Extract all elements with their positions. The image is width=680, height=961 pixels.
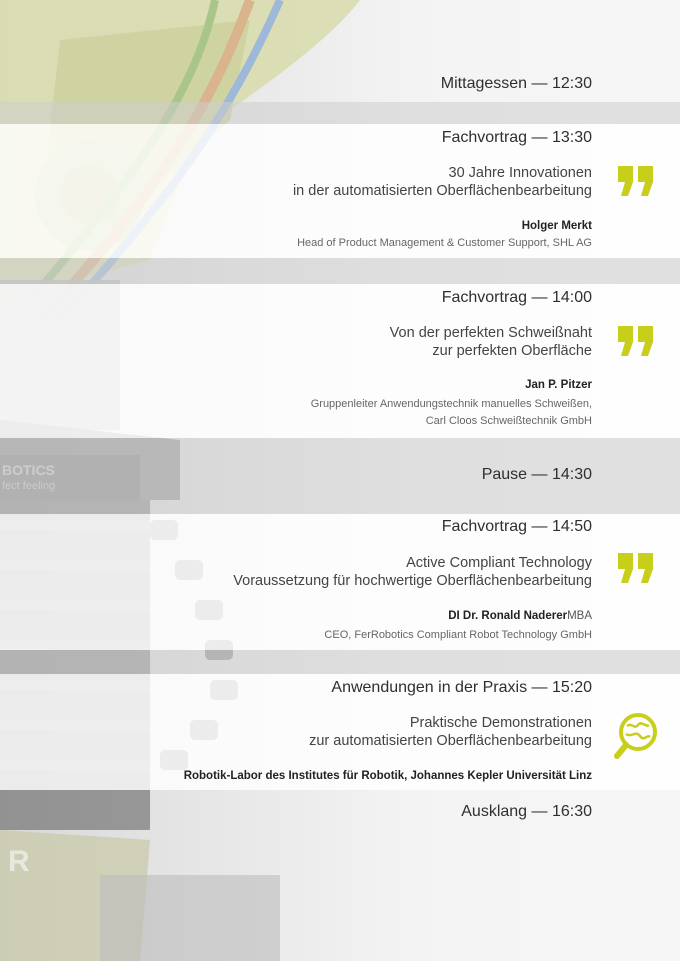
talk1-time: Fachvortrag — 13:30 [441,129,592,146]
practice-title-line2: zur automatisierten Oberflächenbearbeitung [309,733,592,749]
quote-icon [618,553,654,583]
talk3-time: Fachvortrag — 14:50 [441,518,592,535]
practice-title [309,714,592,750]
talk3-title-line1: Active Compliant Technology [406,555,592,571]
divider-band [0,258,680,284]
talk3-speaker-suffix: MBA [567,610,592,622]
lunch-time: Mittagessen — 12:30 [440,75,592,92]
talk1-title [293,164,592,200]
quote-icon [618,326,654,356]
divider-band [0,102,680,124]
talk3-title-line2: Voraussetzung für hochwertige Oberflächenbearbeitung [233,573,592,589]
talk3-speaker-name: DI Dr. Ronald Naderer [448,610,568,622]
magnifier-icon [614,712,658,760]
closing-time: Ausklang — 16:30 [461,803,592,820]
talk1-role: Head of Product Management & Customer Support, SHL AG [297,237,592,249]
talk2-speaker: Jan P. Pitzer [525,379,592,391]
talk1-title-line1: 30 Jahre Innovationen [448,165,592,181]
talk2-role-line2: Carl Cloos Schweißtechnik GmbH [425,415,592,427]
talk2-role-line1: Gruppenleiter Anwendungstechnik manuelles Schweißen, [310,398,592,410]
pause-time: Pause — 14:30 [481,466,592,483]
divider-band [0,650,680,674]
talk2-role [311,396,592,430]
talk2-title-line2: zur perfekten Oberfläche [432,343,592,359]
practice-speaker: Robotik-Labor des Institutes für Robotik, Johannes Kepler Universität Linz [183,770,592,782]
talk2-title [390,324,592,360]
talk3-title [233,554,592,590]
practice-title-line1: Praktische Demonstrationen [409,715,592,731]
talk1-speaker: Holger Merkt [521,220,592,232]
robot-logo-letter: R [8,845,30,878]
talk3-speaker [448,610,592,622]
talk2-title-line1: Von der perfekten Schweißnaht [389,325,592,341]
talk3-role: CEO, FerRobotics Compliant Robot Technology GmbH [324,629,592,641]
practice-time: Anwendungen in der Praxis — 15:20 [331,679,592,696]
talk2-time: Fachvortrag — 14:00 [441,289,592,306]
quote-icon [618,166,654,196]
talk1-title-line2: in der automatisierten Oberflächenbearbeitung [292,183,592,199]
